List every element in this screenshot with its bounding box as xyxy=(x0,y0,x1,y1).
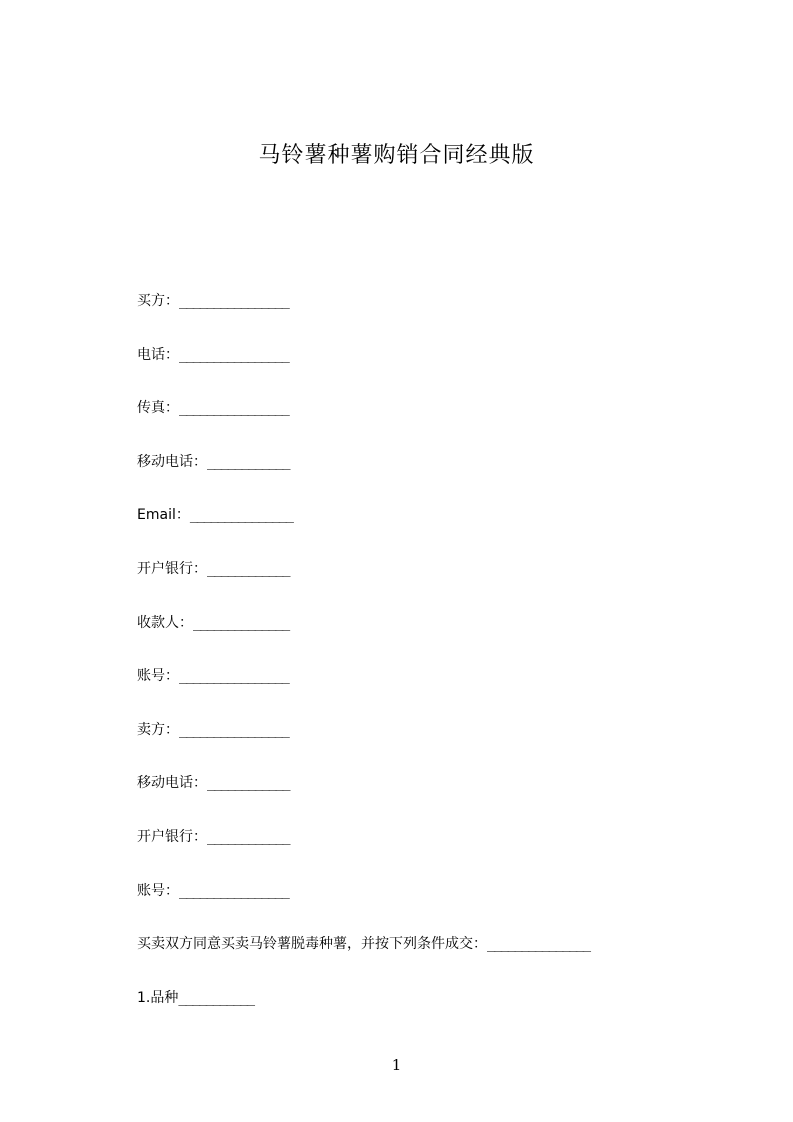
buyer-phone-field xyxy=(137,344,589,398)
agreement-text: 买卖双方同意买卖马铃薯脱毒种薯，并按下列条件成交： xyxy=(137,936,487,953)
field-label: 移动电话 xyxy=(137,775,193,792)
field-label: 买方 xyxy=(137,293,165,309)
seller-bank-blank[interactable]: ____________ xyxy=(207,828,289,845)
buyer-email-blank[interactable]: _______________ xyxy=(189,507,293,524)
agreement-clause xyxy=(137,933,589,987)
field-label: 开户银行 xyxy=(137,828,193,845)
agreement-blank[interactable]: _______________ xyxy=(487,936,590,953)
field-label: 收款人 xyxy=(137,614,179,631)
field-label: 账号 xyxy=(137,882,165,899)
item-variety xyxy=(137,987,589,1041)
variety-blank[interactable]: ___________ xyxy=(178,989,254,1006)
buyer-bank-field xyxy=(137,558,589,612)
field-label: Email xyxy=(137,507,176,524)
field-colon: ： xyxy=(193,775,207,792)
seller-mobile-field xyxy=(137,772,589,826)
field-colon: ： xyxy=(193,560,207,577)
payee-field xyxy=(137,612,589,666)
buyer-field xyxy=(137,290,589,344)
contract-field-list xyxy=(137,290,589,1040)
seller-bank-field xyxy=(137,826,589,880)
document-title: 马铃薯种薯购销合同经典版 xyxy=(258,143,535,168)
buyer-fax-blank[interactable]: ________________ xyxy=(179,400,289,417)
seller-account-field xyxy=(137,880,589,934)
field-colon: ： xyxy=(165,721,179,738)
field-colon: ： xyxy=(165,668,179,685)
field-colon: ： xyxy=(165,400,179,417)
field-colon: ： xyxy=(175,507,190,524)
page-number: 1 xyxy=(391,1056,402,1074)
field-label: 传真 xyxy=(137,400,165,417)
variety-label: 1.品种 xyxy=(137,989,179,1006)
buyer-email-field xyxy=(137,504,589,558)
field-colon: ： xyxy=(193,828,207,845)
field-colon: ： xyxy=(179,614,193,631)
buyer-blank[interactable]: ________________ xyxy=(179,293,289,309)
seller-blank[interactable]: ________________ xyxy=(179,721,289,738)
buyer-mobile-blank[interactable]: ____________ xyxy=(207,453,289,470)
buyer-phone-blank[interactable]: ________________ xyxy=(179,346,289,363)
buyer-account-field xyxy=(137,665,589,719)
field-colon: ： xyxy=(165,346,179,363)
buyer-bank-blank[interactable]: ____________ xyxy=(207,560,289,577)
seller-field xyxy=(137,719,589,773)
payee-blank[interactable]: ______________ xyxy=(193,614,289,631)
field-label: 账号 xyxy=(137,668,165,685)
field-label: 开户银行 xyxy=(137,560,193,577)
field-label: 电话 xyxy=(137,346,165,363)
field-colon: ： xyxy=(193,453,207,470)
buyer-fax-field xyxy=(137,397,589,451)
seller-mobile-blank[interactable]: ____________ xyxy=(207,775,289,792)
field-label: 卖方 xyxy=(137,721,165,738)
field-label: 移动电话 xyxy=(137,453,193,470)
buyer-mobile-field xyxy=(137,451,589,505)
seller-account-blank[interactable]: ________________ xyxy=(179,882,289,899)
field-colon: ： xyxy=(165,293,179,309)
buyer-account-blank[interactable]: ________________ xyxy=(179,668,289,685)
field-colon: ： xyxy=(165,882,179,899)
